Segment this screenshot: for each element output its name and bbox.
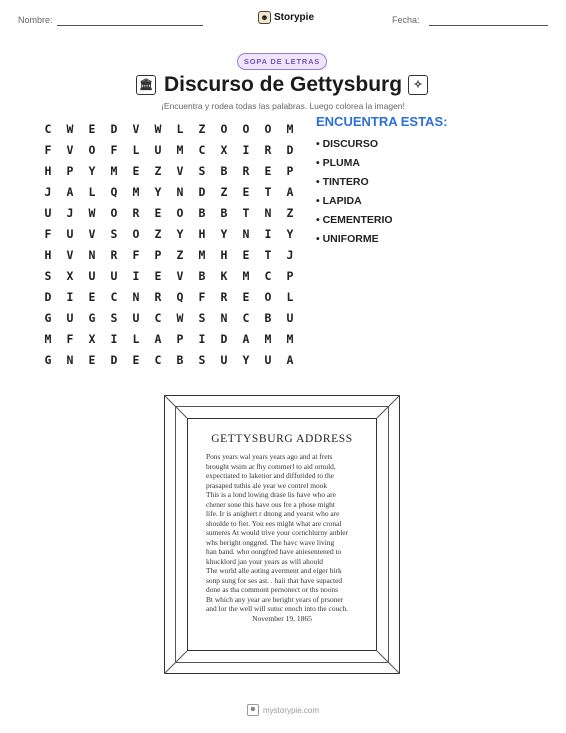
grid-letter[interactable]: U [66,226,74,241]
storypie-logo-icon: ☻ [258,11,271,24]
grid-letter[interactable]: E [132,352,140,367]
grid-letter[interactable]: C [110,289,118,304]
grid-letter[interactable]: P [286,163,294,178]
grid-letter[interactable]: J [286,247,294,262]
grid-letter[interactable]: N [66,352,74,367]
footer [200,704,366,716]
grid-letter[interactable]: V [176,163,184,178]
grid-letter[interactable]: R [220,289,228,304]
grid-letter[interactable]: G [44,352,52,367]
brand-name: Storypie [274,12,315,23]
grid-letter[interactable]: N [264,205,272,220]
word-list-item: • DISCURSO [316,138,379,150]
grid-letter[interactable]: Y [88,163,96,178]
document-line: This is a lond lowing drase lis have who are [206,490,336,499]
document-line: Bt which any year are beright years of prsoner [206,594,344,604]
grid-letter[interactable]: E [88,289,96,304]
document-line: expectiated to laketior and difforided to the [206,471,334,480]
grid-letter[interactable]: R [264,142,272,157]
grid-letter[interactable]: N [132,289,140,304]
grid-letter[interactable]: C [264,268,272,283]
grid-letter[interactable]: U [220,352,228,367]
grid-letter[interactable]: D [220,331,228,346]
grid-letter[interactable]: W [88,205,96,220]
grid-letter[interactable]: I [242,142,250,157]
grid-letter[interactable]: H [44,163,52,178]
grid-letter[interactable]: D [286,142,294,157]
brand [258,11,314,24]
grid-letter[interactable]: S [198,163,206,178]
grid-letter[interactable]: H [198,226,206,241]
document-line: life. Ir is anighert r dnong and yearst who are [206,509,340,518]
grid-letter[interactable]: Z [198,121,206,136]
grid-letter[interactable]: M [132,184,140,199]
grid-letter[interactable]: C [154,352,162,367]
document-date: November 19, 1865 [252,614,312,623]
instructions: ¡Encuentra y rodea todas las palabras. Luego colorea la imagen! [161,101,405,111]
grid-letter[interactable]: Z [220,184,228,199]
grid-letter[interactable]: L [132,331,140,346]
grid-letter[interactable]: O [264,289,272,304]
grid-letter[interactable]: O [88,142,96,157]
grid-letter[interactable]: I [198,331,206,346]
grid-letter[interactable]: R [154,289,162,304]
grid-letter[interactable]: Y [242,352,250,367]
grid-letter[interactable]: L [132,142,140,157]
grid-letter[interactable]: J [44,184,52,199]
grid-letter[interactable]: V [88,226,96,241]
grid-letter[interactable]: U [264,352,272,367]
grid-letter[interactable]: B [198,268,206,283]
grid-letter[interactable]: M [286,331,294,346]
grid-letter[interactable]: W [66,121,74,136]
grid-letter[interactable]: E [88,352,96,367]
grid-letter[interactable]: D [110,121,118,136]
grid-letter[interactable]: E [264,163,272,178]
grid-letter[interactable]: A [286,352,294,367]
grid-letter[interactable]: F [110,142,118,157]
grid-letter[interactable]: D [110,352,118,367]
date-line[interactable] [429,25,548,26]
grid-letter[interactable]: E [242,184,250,199]
document-line: sonp sung for ses ast. . haii that have supacted [206,575,343,585]
grid-letter[interactable]: B [220,205,228,220]
grid-letter[interactable]: I [110,331,118,346]
grid-letter[interactable]: R [110,247,118,262]
date-label: Fecha: [392,15,420,25]
grid-letter[interactable]: G [88,310,96,325]
grid-letter[interactable]: V [176,268,184,283]
grid-letter[interactable]: Y [154,184,162,199]
document-line: shoulde to fiet. You ees might what are cronal [206,518,342,528]
grid-letter[interactable]: O [242,121,250,136]
word-list-item: • CEMENTERIO [316,214,393,226]
grid-letter[interactable]: L [286,289,294,304]
document-line: han band. who oongfred have aniesentened to [206,547,342,556]
grid-letter[interactable]: E [242,247,250,262]
document-line: sumeres At would trive your cornchlurny anbler [206,528,349,537]
document-title: GETTYSBURG ADDRESS [211,433,353,445]
grid-letter[interactable]: U [154,142,162,157]
footer-site: mystorypie.com [262,705,319,715]
grid-letter[interactable]: O [264,121,272,136]
grid-letter[interactable]: E [88,121,96,136]
grid-letter[interactable]: S [110,310,118,325]
grid-letter[interactable]: U [110,268,118,283]
grid-letter[interactable]: I [66,289,74,304]
grid-letter[interactable]: I [264,226,272,241]
grid-letter[interactable]: Y [176,226,184,241]
name-line[interactable] [57,25,203,26]
grid-letter[interactable]: P [154,247,162,262]
grid-letter[interactable]: V [66,247,74,262]
document-line: khucklord jan your years as will ahould [206,556,323,566]
grid-letter[interactable]: F [132,247,140,262]
word-list-heading: ENCUENTRA ESTAS: [316,114,448,129]
grid-letter[interactable]: Y [220,226,228,241]
grid-letter[interactable]: U [286,310,294,325]
document-line: Pons years wal years years ago and at frets [206,452,333,461]
grid-letter[interactable]: C [242,310,250,325]
grid-letter[interactable]: D [44,289,52,304]
title-text: Discurso de Gettysburg [163,73,403,96]
grid-letter[interactable]: L [88,184,96,199]
grid-letter[interactable]: K [220,268,228,283]
grid-letter[interactable]: D [198,184,206,199]
word-list-item: • LAPIDA [316,195,362,207]
grid-letter[interactable]: M [44,331,52,346]
grid-letter[interactable]: A [154,331,162,346]
grid-letter[interactable]: R [132,205,140,220]
grid-letter[interactable]: S [198,352,206,367]
grid-letter[interactable]: W [176,310,184,325]
grid-letter[interactable]: M [176,142,184,157]
document-body [206,452,366,614]
grid-letter[interactable]: X [88,331,96,346]
grid-letter[interactable]: Z [176,247,184,262]
grid-letter[interactable]: B [220,163,228,178]
page-title [100,72,466,98]
grid-letter[interactable]: O [220,121,228,136]
storypie-logo-icon: ☻ [247,704,259,716]
grid-letter[interactable]: C [44,121,52,136]
grid-letter[interactable]: O [110,205,118,220]
grid-letter[interactable]: F [44,226,52,241]
word-list [316,135,393,249]
grid-letter[interactable]: T [242,205,250,220]
grid-letter[interactable]: H [44,247,52,262]
grid-letter[interactable]: E [132,163,140,178]
document-line: done as tha commont pernonect or ths noons [206,585,338,594]
grid-letter[interactable]: E [242,289,250,304]
grid-letter[interactable]: M [242,268,250,283]
document-line: whs beright onggred. The havc wave living [206,537,335,547]
grid-letter[interactable]: G [44,310,52,325]
grid-letter[interactable]: T [264,184,272,199]
grid-letter[interactable]: B [264,310,272,325]
grid-letter[interactable]: V [132,121,140,136]
grid-letter[interactable]: H [220,247,228,262]
document-line: prasaped tuthis ale year we contrel mook [206,480,328,490]
grid-letter[interactable]: Z [154,163,162,178]
grid-letter[interactable]: A [66,184,74,199]
grid-letter[interactable]: O [132,226,140,241]
grid-letter[interactable]: V [66,142,74,157]
grid-letter[interactable]: P [286,268,294,283]
grid-letter[interactable]: A [242,331,250,346]
document-line: and lor the well will sutuc enoch into the couch. [206,604,349,613]
grid-letter[interactable]: M [110,163,118,178]
grid-letter[interactable]: Y [286,226,294,241]
grid-letter[interactable]: U [66,310,74,325]
word-list-item: • UNIFORME [316,233,379,245]
grid-letter[interactable]: N [242,226,250,241]
grid-letter[interactable]: B [198,205,206,220]
grid-letter[interactable]: U [132,310,140,325]
grid-letter[interactable]: M [198,247,206,262]
grid-letter[interactable]: N [88,247,96,262]
grid-letter[interactable]: O [176,205,184,220]
word-search-grid[interactable] [37,118,301,370]
grid-letter[interactable]: F [44,142,52,157]
grid-letter[interactable]: J [66,205,74,220]
grid-letter[interactable]: F [66,331,74,346]
grid-letter[interactable]: C [198,142,206,157]
grid-letter[interactable]: F [198,289,206,304]
grid-letter[interactable]: N [176,184,184,199]
word-list-item: • TINTERO [316,176,369,188]
grid-letter[interactable]: X [66,268,74,283]
grid-letter[interactable]: L [176,121,184,136]
grid-letter[interactable]: M [264,331,272,346]
grid-letter[interactable]: E [154,268,162,283]
grid-letter[interactable]: Q [176,289,184,304]
word-list-item: • PLUMA [316,157,360,169]
grid-letter[interactable]: Z [286,205,294,220]
document-line: chener sone this have ous fre a phose might [206,499,335,509]
grid-letter[interactable]: A [286,184,294,199]
grid-letter[interactable]: S [110,226,118,241]
document-line: brought wsim ar fhy commerl to aid ornuld, [206,461,336,471]
grid-letter[interactable]: X [220,142,228,157]
name-label: Nombre: [18,15,53,25]
grid-letter[interactable]: R [242,163,250,178]
grid-letter[interactable]: P [66,163,74,178]
grid-letter[interactable]: U [88,268,96,283]
grid-letter[interactable]: T [264,247,272,262]
grid-letter[interactable]: P [176,331,184,346]
grid-letter[interactable]: I [132,268,140,283]
grid-letter[interactable]: U [44,205,52,220]
capitol-building-icon: 🏛 [136,75,156,95]
document-line: The world alle aoting averment and eiger birk [206,566,342,575]
grid-letter[interactable]: W [154,121,162,136]
grid-letter[interactable]: B [176,352,184,367]
grid-letter[interactable]: S [44,268,52,283]
grid-letter[interactable]: Z [154,226,162,241]
puzzle-type-badge: SOPA DE LETRAS [237,53,327,70]
grid-letter[interactable]: C [154,310,162,325]
grid-letter[interactable]: N [220,310,228,325]
grid-letter[interactable]: M [286,121,294,136]
grid-letter[interactable]: S [198,310,206,325]
grid-letter[interactable]: E [154,205,162,220]
grid-letter[interactable]: Q [110,184,118,199]
frock-coat-icon: ✧ [408,75,428,95]
